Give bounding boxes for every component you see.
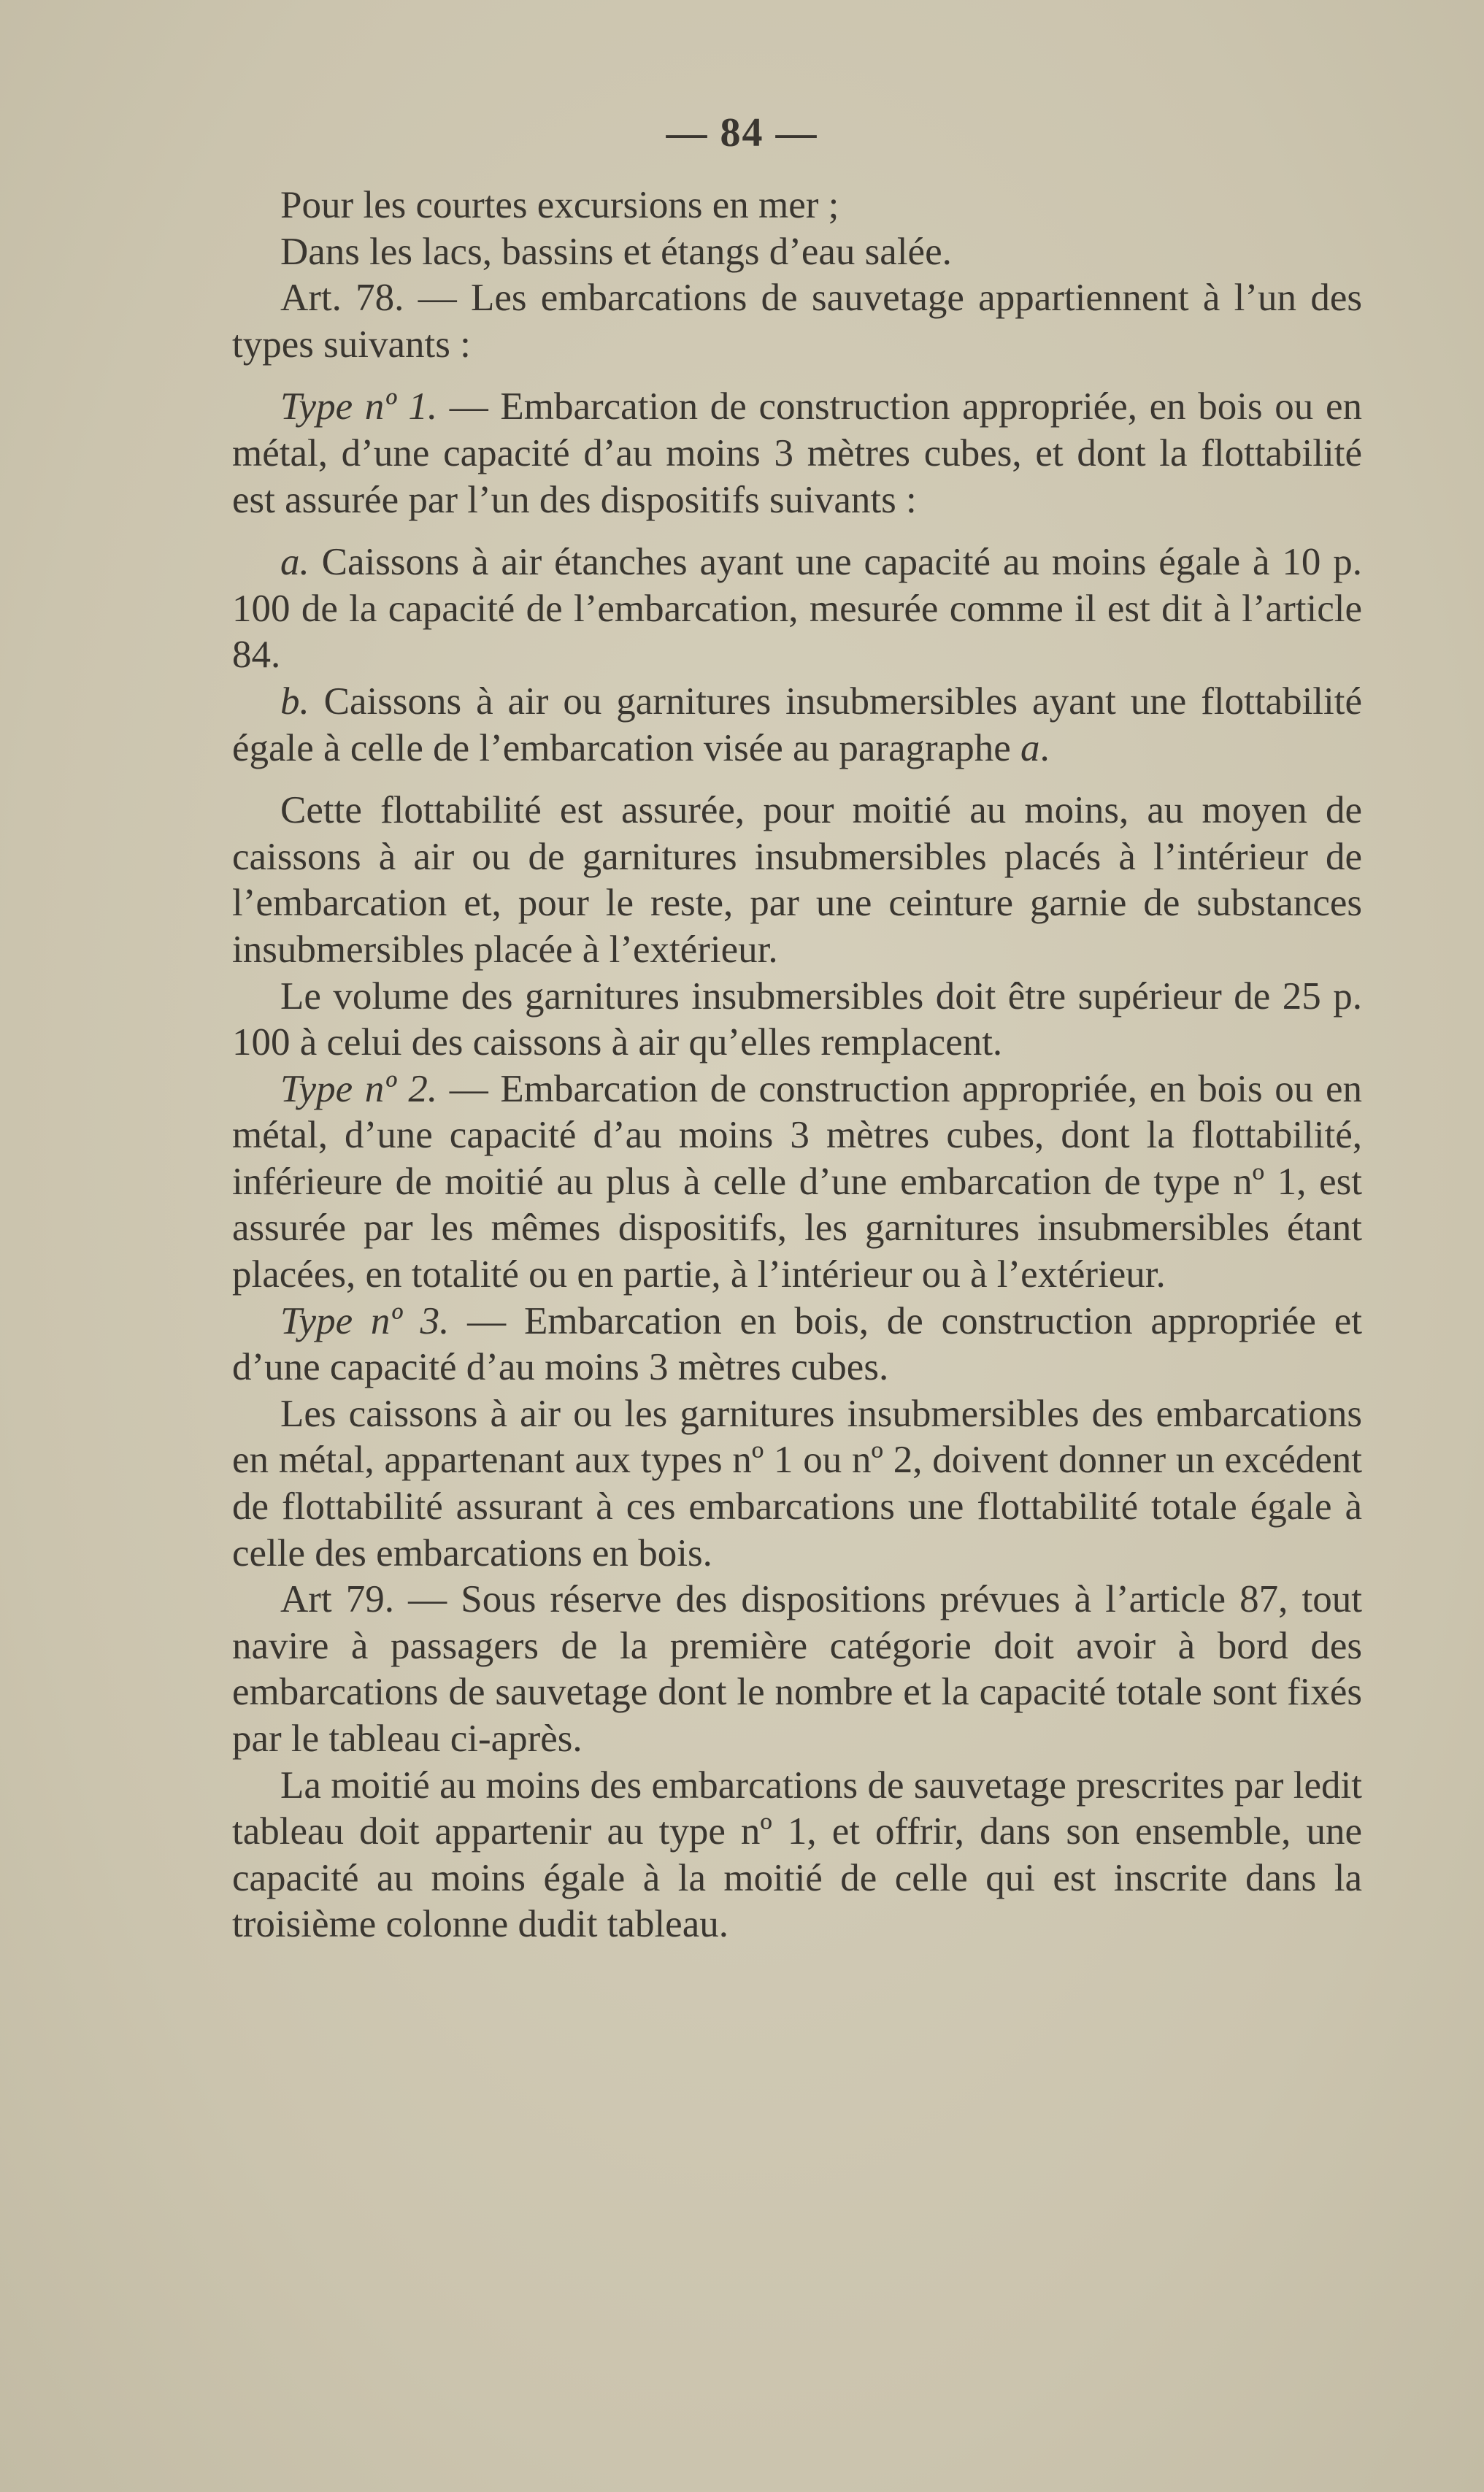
paragraph-moitie-embarcations: La moitié au moins des embarcations de sauvetage prescrites par ledit tableau doit appartenir au type nº 1, et offrir, dans son ensemble, une capacité au moins égale à la moitié de celle qui est inscrite dans la troisième colonne dudit tableau. <box>232 1764 1362 1946</box>
b-text: Caissons à air ou garnitures insubmersibles ayant une flottabilité égale à celle de l’embarcation visée au paragraphe <box>232 680 1362 769</box>
type-2-text: — Embarcation de construction appropriée, en bois ou en métal, d’une capacité d’au moins 3 mètres cubes, dont la flottabilité, inférieure de moitié au plus à celle d’une embarcation de type nº 1, est assurée par les mêmes dispositifs, les garnitures insubmersibles étant placées, en totalité ou en partie, à l’intérieur ou à l’extérieur. <box>232 1067 1362 1296</box>
paragraph-type-1 <box>232 384 1362 523</box>
type-1-label: Type nº 1. <box>280 385 438 428</box>
paragraph-a <box>232 539 1362 679</box>
a-text: Caissons à air étanches ayant une capacité au moins égale à 10 p. 100 de la capacité de l’embarcation, mesurée comme il est dit à l’article 84. <box>232 541 1362 677</box>
paragraph-courtes-excursions: Pour les courtes excursions en mer ; <box>280 184 839 226</box>
page-number: — 84 — <box>666 110 818 155</box>
paragraph-article-79: Art 79. — Sous réserve des dispositions prévues à l’article 87, tout navire à passagers de la première catégorie doit avoir à bord des embarcations de sauvetage dont le nombre et la capacité totale sont fixés par le tableau ci-après. <box>232 1578 1362 1760</box>
type-3-label: Type nº 3. <box>280 1299 450 1342</box>
paragraph-volume-garnitures: Le volume des garnitures insubmersibles doit être supérieur de 25 p. 100 à celui des caissons à air qu’elles remplacent. <box>232 974 1362 1064</box>
paragraph-caissons-metal: Les caissons à air ou les garnitures insubmersibles des embarcations en métal, appartenant aux types nº 1 ou nº 2, doivent donner un excédent de flottabilité assurant à ces embarcations une flottabilité totale égale à celle des embarcations en bois. <box>232 1392 1362 1574</box>
type-1-text: — Embarcation de construction appropriée, en bois ou en métal, d’une capacité d’au moins 3 mètres cubes, et dont la flottabilité est assurée par l’un des dispositifs suivants : <box>232 385 1362 521</box>
b-text-a-reference: a <box>1020 726 1040 769</box>
b-text-end: . <box>1039 726 1050 769</box>
type-2-label: Type nº 2. <box>280 1067 438 1110</box>
type-3-text: — Embarcation en bois, de construction appropriée et d’une capacité d’au moins 3 mètres cubes. <box>232 1299 1362 1389</box>
paragraph-cette-flottabilite: Cette flottabilité est assurée, pour moitié au moins, au moyen de caissons à air ou de garnitures insubmersibles placés à l’intérieur de l’embarcation et, pour le reste, par une ceinture garnie de substances insubmersibles placée à l’extérieur. <box>232 789 1362 971</box>
body-text <box>232 182 1362 1948</box>
paragraph-article-78: Art. 78. — Les embarcations de sauvetage appartiennent à l’un des types suivants : <box>232 277 1362 366</box>
paragraph-b <box>232 679 1362 772</box>
paragraph-type-2 <box>232 1066 1362 1299</box>
b-label: b. <box>280 680 310 723</box>
paragraph-lacs-bassins: Dans les lacs, bassins et étangs d’eau salée. <box>280 230 952 273</box>
paragraph-type-3 <box>232 1299 1362 1391</box>
a-label: a. <box>280 541 310 584</box>
